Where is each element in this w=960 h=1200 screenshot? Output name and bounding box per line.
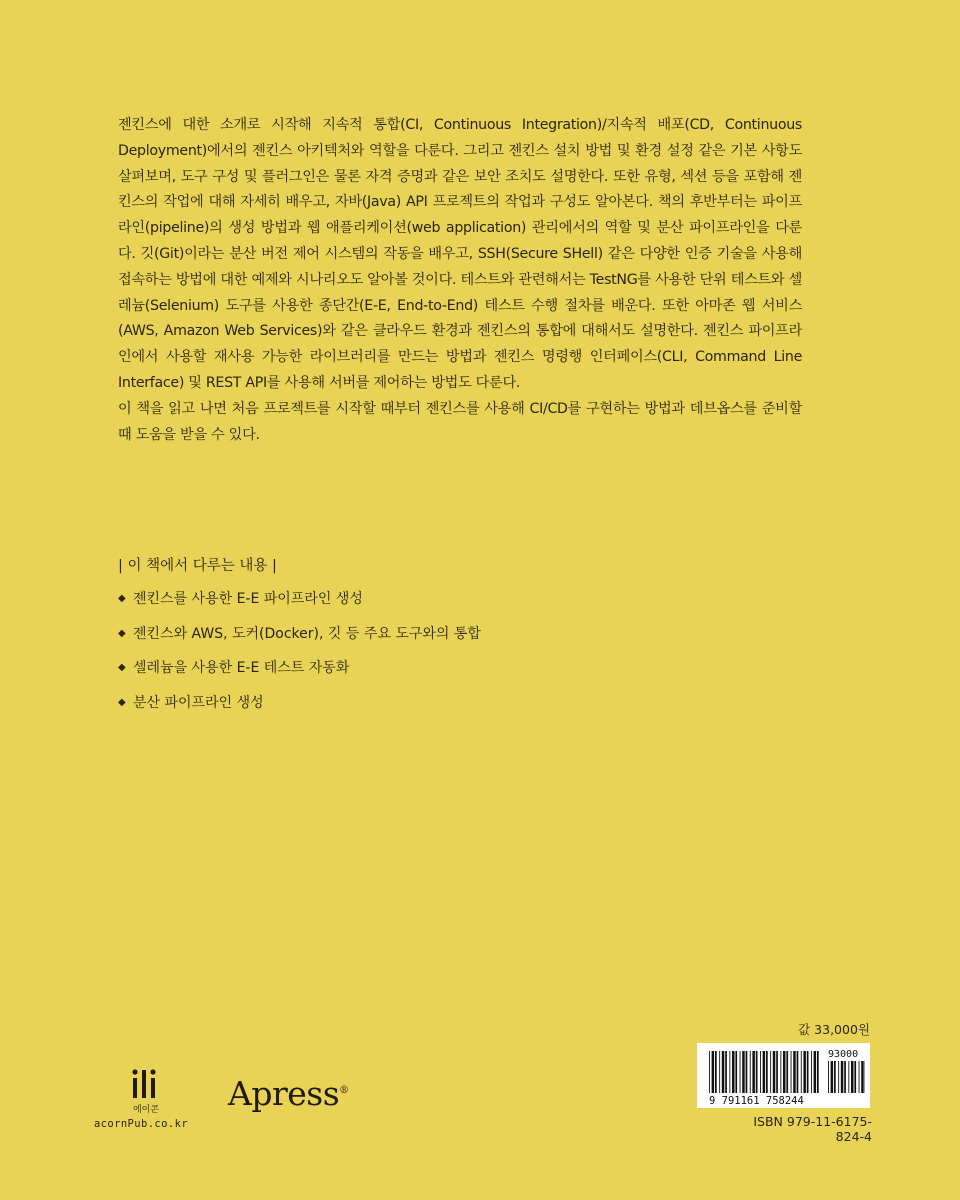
list-item xyxy=(118,624,718,659)
list-item xyxy=(118,589,718,624)
apress-logo xyxy=(228,1074,349,1113)
contents-list xyxy=(118,589,718,727)
acorn-publisher-logo xyxy=(86,1068,206,1132)
publisher-url: acornPub.co.kr xyxy=(93,1118,189,1130)
list-item-label: 셀레늄을 사용한 E-E 테스트 자동화 xyxy=(133,660,350,676)
diamond-bullet-icon: ◆ xyxy=(118,593,126,604)
barcode-addon-digits: 93000 xyxy=(828,1049,859,1060)
acorn-logo-icon xyxy=(131,1068,161,1114)
isbn-number: ISBN 979-11-6175-824-4 xyxy=(753,1114,872,1144)
list-item xyxy=(118,658,718,693)
registered-mark: ® xyxy=(339,1085,350,1096)
apress-logo-text: Apress xyxy=(228,1074,340,1113)
list-item-label: 분산 파이프라인 생성 xyxy=(133,694,264,711)
barcode-graphic xyxy=(697,1043,870,1108)
diamond-bullet-icon: ◆ xyxy=(118,696,126,708)
diamond-bullet-icon: ◆ xyxy=(118,662,126,673)
list-item-label: 젠킨스를 사용한 E-E 파이프라인 생성 xyxy=(133,591,363,607)
book-description xyxy=(118,113,802,448)
contents-title: | 이 책에서 다루는 내용 | xyxy=(118,558,277,574)
list-item xyxy=(118,693,718,728)
diamond-bullet-icon: ◆ xyxy=(118,627,126,639)
list-item-label: 젠킨스와 AWS, 도커(Docker), 깃 등 주요 도구와의 통합 xyxy=(133,625,481,642)
description-paragraph-1: 젠킨스에 대한 소개로 시작해 지속적 통합(CI, Continuous Integration)/지속적 배포(CD, Continuous Deployment)에서의 젠킨스 아키텍처와 역할을 다룬다. 그리고 젠킨스 설치 방법 및 환경 설정 같은 기본 사항도 살펴보며, 도구 구성 및 플러그인은 물론 자격 증명과 같은 보안 조치도 설명한다. 또한 유형, 섹션 등을 포함해 젠킨스의 작업에 대해 자세히 배우고, 자바(Java) API 프로젝트의 작업과 구성도 알아본다. 책의 후반부터는 파이프라인(pipeline)의 생성 방법과 웹 애플리케이션(web application) 관리에서의 역할 및 분산 파이프라인을 다룬다. 깃(Git)이라는 분산 버전 제어 시스템의 작동을 배우고, SSH(Secure SHell) 같은 다양한 인증 기술을 사용해 접속하는 방법에 대한 예제와 시나리오도 알아볼 것이다. 테스트와 관련해서는 TestNG를 사용한 단위 테스트와 셀레늄(Selenium) 도구를 사용한 종단간(E-E, End-to-End) 테스트 수행 절차를 배운다. 또한 아마존 웹 서비스(AWS, Amazon Web Services)와 같은 클라우드 환경과 젠킨스의 통합에 대해서도 설명한다. 젠킨스 파이프라인에서 사용할 재사용 가능한 라이브러리를 만드는 방법과 젠킨스 명령행 인터페이스(CLI, Command Line Interface) 및 REST API를 사용해 서버를 제어하는 방법도 다룬다. xyxy=(118,117,802,391)
contents-section xyxy=(118,554,718,727)
barcode-main-digits: 9 791161 758244 xyxy=(709,1095,804,1107)
description-paragraph-2: 이 책을 읽고 나면 처음 프로젝트를 시작할 때부터 젠킨스를 사용해 CI/CD를 구현하는 방법과 데브옵스를 준비할 때 도움을 받을 수 있다. xyxy=(118,400,802,443)
price-label: 값 33,000원 xyxy=(798,1022,870,1037)
isbn-barcode xyxy=(697,1043,870,1108)
acorn-logo-name: 에이콘 xyxy=(132,1105,160,1114)
